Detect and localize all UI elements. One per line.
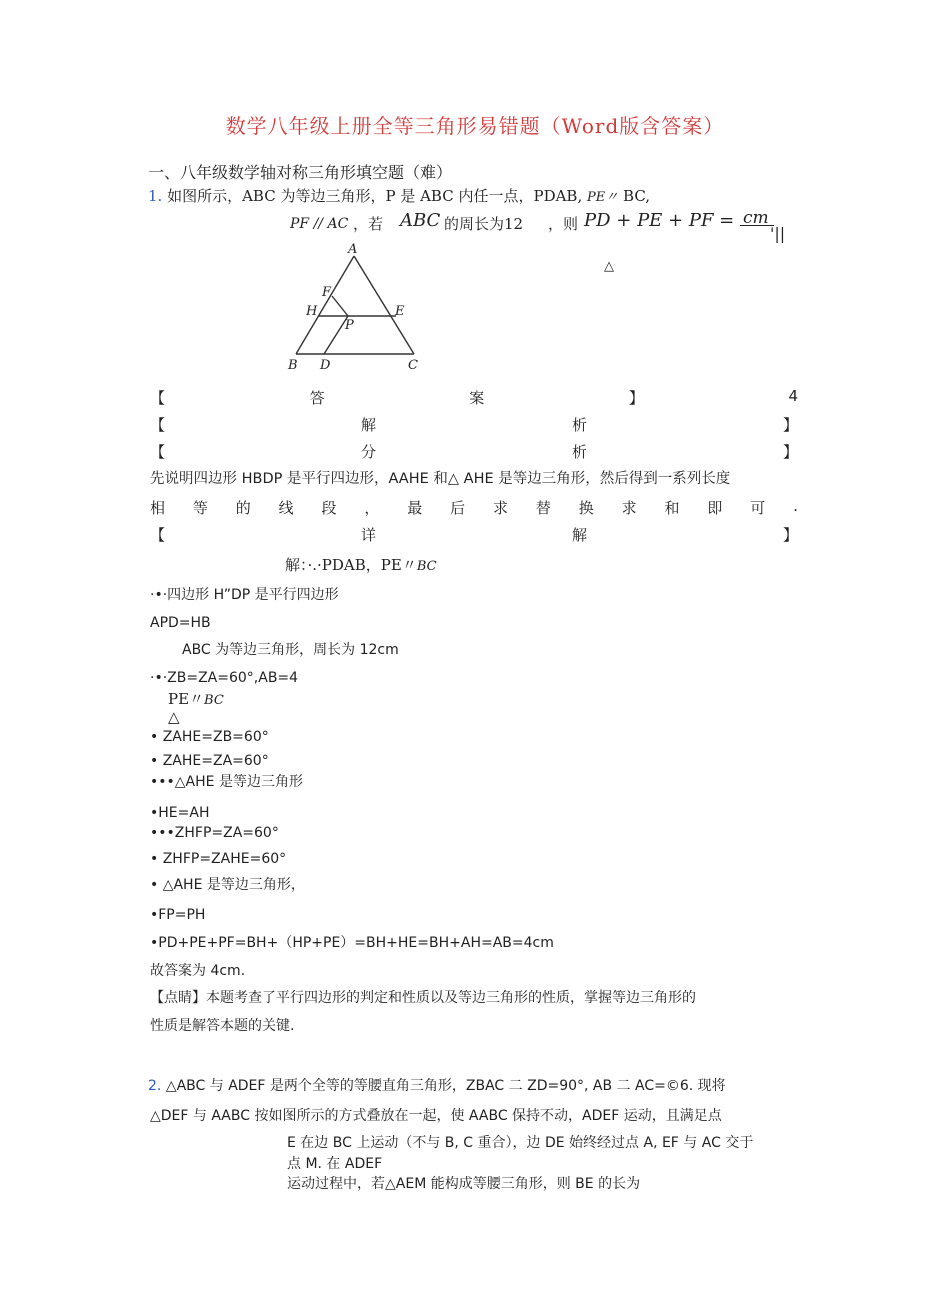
jiexi-row-char: 【 bbox=[150, 416, 166, 434]
q2-line5: 运动过程中，若△AEM 能构成等腰三角形，则 BE 的长为 bbox=[287, 1176, 641, 1192]
q1-text: 如图所示，ABC 为等边三角形，P 是 ABC 内任一点，PDAB, bbox=[167, 187, 587, 205]
analysis-char: 求 bbox=[621, 499, 637, 517]
q1-perimeter: 的周长为12 bbox=[444, 215, 524, 233]
label-p: P bbox=[345, 318, 354, 333]
label-e: E bbox=[395, 304, 405, 319]
solution-line-10: •••△AHE 是等边三角形 bbox=[150, 774, 303, 790]
section-heading: 一、八年级数学轴对称三角形填空题（难） bbox=[148, 163, 453, 182]
q1-number: 1. bbox=[148, 187, 163, 205]
side-ac bbox=[354, 256, 414, 354]
page-title: 数学八年级上册全等三角形易错题（Word版含答案） bbox=[225, 114, 725, 138]
q1-formula-text: PD + PE + PF = bbox=[584, 210, 735, 231]
answer-row-char: 】 bbox=[628, 389, 644, 407]
jiexi-row-char: 解 bbox=[360, 416, 376, 434]
jiexi-row-char: 】 bbox=[782, 416, 798, 434]
label-d: D bbox=[320, 358, 331, 373]
solution-line-1-text: 解：·.·PDAB，PE〃 bbox=[285, 556, 417, 574]
dianjing-line-1: 【点睛】本题考查了平行四边形的判定和性质以及等边三角形的性质，掌握等边三角形的 bbox=[150, 990, 696, 1006]
triangle-figure bbox=[282, 238, 432, 378]
q1-ze: ，则 bbox=[548, 215, 579, 233]
q1-line1 bbox=[148, 186, 650, 208]
solution-line-9: • ZAHE=ZA=60° bbox=[150, 753, 269, 769]
triangle-mark-icon: △ bbox=[604, 259, 614, 274]
analysis-char: ， bbox=[364, 499, 380, 517]
analysis-char: 段 bbox=[321, 499, 337, 517]
q2-line1-text: △ABC 与 ADEF 是两个全等的等腰直角三角形，ZBAC 二 ZD=90°, AB 二 AC=©6. 现将 bbox=[165, 1078, 726, 1094]
q1-text-bc: BC, bbox=[623, 187, 651, 205]
solution-line-14: • △AHE 是等边三角形， bbox=[150, 877, 305, 893]
analysis-char: . bbox=[793, 497, 798, 515]
solution-line-13: • ZHFP=ZAHE=60° bbox=[150, 851, 287, 867]
solution-line-6-bc: BC bbox=[204, 693, 224, 708]
xiangjie-row-char: 解 bbox=[571, 526, 587, 544]
q1-text-pe: PE〃 bbox=[587, 190, 619, 205]
solution-line-12: •••ZHFP=ZA=60° bbox=[150, 825, 279, 841]
analysis-line-1: 先说明四边形 HBDP 是平行四边形，AAHE 和△ AHE 是等边三角形，然后得到一系列长度 bbox=[150, 471, 731, 487]
q1-pf-ac: PF // AC bbox=[290, 216, 349, 232]
solution-line-7: △ bbox=[168, 708, 180, 726]
fenxi-row-char: 【 bbox=[150, 443, 166, 461]
fenxi-row-char: 】 bbox=[782, 443, 798, 461]
fenxi-row bbox=[150, 441, 798, 462]
analysis-char: 求 bbox=[493, 499, 509, 517]
q1-abc-symbol: ABC bbox=[400, 210, 441, 231]
analysis-char: 等 bbox=[192, 499, 208, 517]
dianjing-line-2: 性质是解答本题的关键. bbox=[150, 1018, 295, 1034]
label-f: F bbox=[322, 285, 332, 300]
label-c: C bbox=[408, 358, 418, 373]
analysis-char: 相 bbox=[150, 499, 166, 517]
solution-line-3: APD=HB bbox=[150, 615, 211, 631]
answer-row-char: 案 bbox=[469, 389, 485, 407]
solution-line-1 bbox=[285, 555, 437, 577]
side-ab bbox=[296, 256, 354, 354]
analysis-char: 替 bbox=[535, 499, 551, 517]
q2-line3: E 在边 BC 上运动（不与 B, C 重合），边 DE 始终经过点 A, EF 与 AC 交于 bbox=[287, 1135, 754, 1151]
xiangjie-row-char: 详 bbox=[360, 526, 376, 544]
solution-line-8: • ZAHE=ZB=60° bbox=[150, 729, 269, 745]
analysis-char: 换 bbox=[578, 499, 594, 517]
analysis-char: 后 bbox=[450, 499, 466, 517]
jiexi-row-char: 析 bbox=[571, 416, 587, 434]
analysis-line-2 bbox=[150, 497, 798, 518]
solution-line-17: 故答案为 4cm. bbox=[150, 963, 246, 979]
answer-row-char: 【 bbox=[150, 389, 166, 407]
jiexi-row bbox=[150, 414, 798, 435]
q1-stray-mark: '|| bbox=[770, 224, 786, 243]
answer-value: 4 bbox=[788, 387, 798, 405]
q1-ruo: ，若 bbox=[353, 215, 384, 233]
answer-row bbox=[150, 387, 798, 408]
solution-line-1-bc: BC bbox=[416, 559, 437, 574]
xiangjie-row-char: 】 bbox=[782, 526, 798, 544]
label-h: H bbox=[306, 304, 318, 319]
q2-number: 2. bbox=[148, 1078, 162, 1094]
analysis-char: 可 bbox=[750, 499, 766, 517]
solution-line-4: ABC 为等边三角形，周长为 12cm bbox=[182, 642, 399, 658]
q1-unit: cm bbox=[743, 208, 769, 228]
analysis-char: 最 bbox=[407, 499, 423, 517]
label-b: B bbox=[288, 358, 298, 373]
segment-fp bbox=[332, 296, 348, 316]
solution-line-15: •FP=PH bbox=[150, 907, 206, 923]
solution-line-2: ·•·四边形 H”DP 是平行四边形 bbox=[150, 587, 339, 603]
solution-line-6-text: PE〃 bbox=[168, 690, 205, 708]
q2-line1 bbox=[148, 1076, 726, 1096]
xiangjie-row-char: 【 bbox=[150, 526, 166, 544]
fenxi-row-char: 分 bbox=[360, 443, 376, 461]
analysis-char: 即 bbox=[707, 499, 723, 517]
analysis-char: 和 bbox=[664, 499, 680, 517]
analysis-char: 的 bbox=[235, 499, 251, 517]
solution-line-11: •HE=AH bbox=[150, 805, 210, 821]
label-a: A bbox=[348, 242, 358, 257]
answer-row-char: 答 bbox=[309, 389, 325, 407]
analysis-char: 线 bbox=[278, 499, 294, 517]
fenxi-row-char: 析 bbox=[571, 443, 587, 461]
solution-line-5: ·•·ZB=ZA=60°,AB=4 bbox=[150, 670, 299, 686]
q2-line4: 点 M. 在 ADEF bbox=[287, 1156, 383, 1172]
solution-line-16: •PD+PE+PF=BH+（HP+PE）=BH+HE=BH+AH=AB=4cm bbox=[150, 935, 554, 951]
xiangjie-row bbox=[150, 524, 798, 545]
q2-line2: △DEF 与 AABC 按如图所示的方式叠放在一起，使 AABC 保持不动，ADEF 运动，且满足点 bbox=[150, 1108, 722, 1124]
